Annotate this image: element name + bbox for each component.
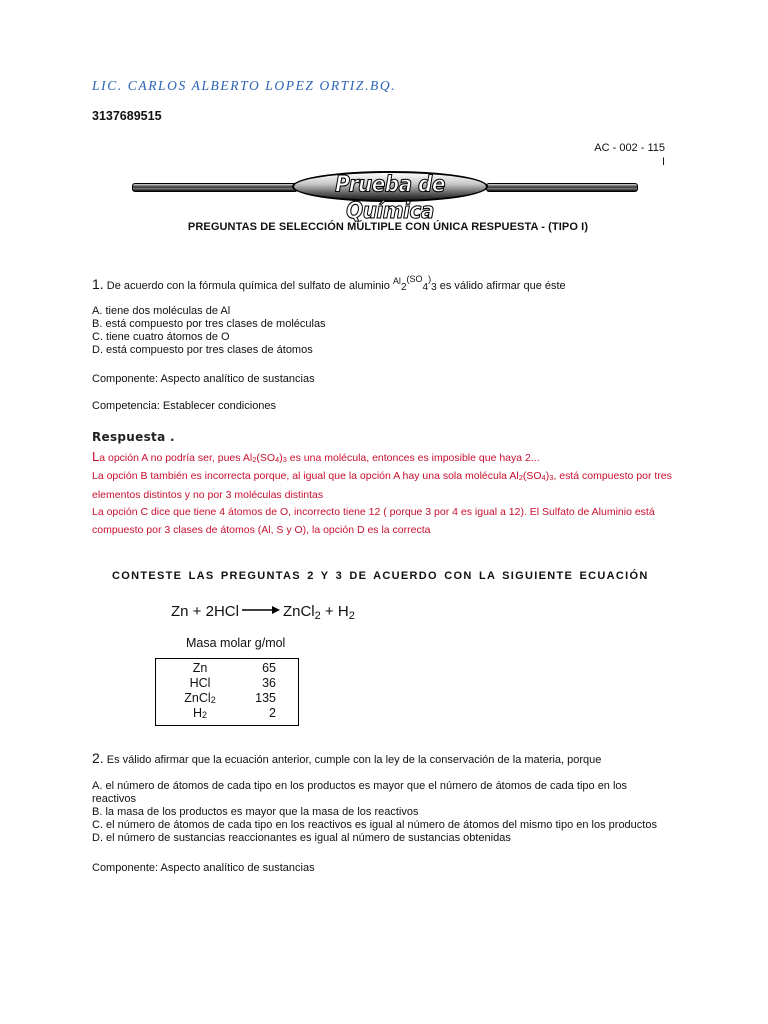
formula-so: (SO bbox=[406, 274, 423, 284]
equation-reactants: Zn + 2HCl bbox=[171, 603, 239, 620]
compound-mass: 2 bbox=[269, 706, 276, 720]
formula-close: ) bbox=[428, 274, 432, 284]
answer-paragraph-2 bbox=[92, 468, 672, 504]
molar-mass-table bbox=[155, 658, 299, 726]
option-d: D. el número de sustancias reaccionantes es igual al número de sustancias obtenidas bbox=[92, 832, 511, 844]
banner-right-bar bbox=[486, 183, 638, 192]
subscript: 2 bbox=[518, 473, 523, 483]
subscript: 2 bbox=[252, 455, 257, 464]
answer-text: ) bbox=[545, 470, 550, 483]
formula-sub-4: 4 bbox=[422, 282, 429, 293]
question-number: 1. bbox=[92, 276, 104, 292]
section-heading: PREGUNTAS DE SELECCIÓN MÚLTIPLE CON ÚNICA RESPUESTA - (TIPO I) bbox=[187, 221, 589, 233]
compound-name: ZnCl$_2$ bbox=[184, 691, 216, 705]
question-1 bbox=[92, 274, 566, 293]
answer-paragraph-3: La opción C dice que tiene 4 átomos de O, incorrecto tiene 12 ( porque 3 por 4 es igual a 12). El Sulfato de Aluminio está compuesto por 3 clases de átomos (Al, S y O), la opción D es la correcta bbox=[92, 506, 655, 536]
subscript: 4 bbox=[541, 473, 546, 483]
equation-product-2-sub: 2 bbox=[348, 610, 355, 622]
question-1-options bbox=[92, 305, 326, 357]
phone-number: 3137689515 bbox=[92, 109, 162, 123]
formula-sub-2: 2 bbox=[400, 282, 407, 293]
table-row bbox=[156, 661, 298, 676]
question-text: De acuerdo con la fórmula química del sulfato de aluminio bbox=[106, 280, 390, 292]
compound-mass: 65 bbox=[262, 661, 276, 675]
formula-al: Al bbox=[392, 276, 401, 286]
compound-mass: 36 bbox=[262, 676, 276, 690]
author-name: LIC. CARLOS ALBERTO LOPEZ ORTIZ.BQ. bbox=[92, 78, 397, 93]
answer-text: ) bbox=[279, 452, 283, 464]
equation-plus: + H bbox=[320, 603, 349, 620]
table-row bbox=[156, 706, 298, 721]
answer-text: es una molécula, entonces es imposible que haya 2... bbox=[286, 452, 540, 464]
document-code-line2: I bbox=[661, 156, 665, 168]
option-c: C. el número de átomos de cada tipo en los reactivos es igual al número de átomos del mismo tipo en los productos bbox=[92, 819, 657, 831]
answer-text: a opción A no podría ser, pues Al bbox=[99, 452, 253, 464]
chemical-equation bbox=[171, 603, 355, 622]
compound-mass: 135 bbox=[255, 691, 276, 705]
drop-letter: L bbox=[92, 449, 100, 464]
banner-left-bar bbox=[132, 183, 298, 192]
option-a-continuation: reactivos bbox=[92, 793, 137, 805]
document-code bbox=[594, 141, 665, 169]
answer-text: La opción B también es incorrecta porque, al igual que la opción A hay una sola molécula Al bbox=[92, 470, 519, 483]
document-code-line1: AC - 002 - 115 bbox=[594, 142, 665, 154]
compound-name: Zn bbox=[192, 661, 208, 675]
answer-explanation bbox=[92, 448, 672, 539]
subscript: 4 bbox=[275, 455, 280, 464]
question-1-competencia: Competencia: Establecer condiciones bbox=[92, 400, 277, 412]
equation-product-1: ZnCl bbox=[282, 603, 315, 620]
question-1-componente: Componente: Aspecto analítico de sustancias bbox=[92, 373, 315, 385]
option-c: C. tiene cuatro átomos de O bbox=[92, 331, 230, 343]
instruction-heading: CONTESTE LAS PREGUNTAS 2 Y 3 DE ACUERDO CON LA SIGUIENTE ECUACIÓN bbox=[112, 570, 649, 582]
option-a: A. tiene dos moléculas de Al bbox=[92, 305, 231, 317]
compound-name: HCl bbox=[189, 676, 211, 690]
subscript: 3 bbox=[549, 473, 554, 483]
answer-text: (SO bbox=[256, 452, 276, 464]
title-banner bbox=[0, 168, 768, 224]
answer-text: , está compuesto por tres elementos distintos y no por 3 moléculas distintas bbox=[92, 470, 672, 501]
question-2 bbox=[92, 750, 601, 766]
option-b: B. la masa de los productos es mayor que la masa de los reactivos bbox=[92, 806, 419, 818]
answer-paragraph-1 bbox=[92, 448, 672, 468]
table-row bbox=[156, 676, 298, 691]
reaction-arrow-icon bbox=[241, 604, 281, 616]
question-2-options bbox=[92, 780, 657, 845]
equation-product-1-sub: 2 bbox=[314, 610, 321, 622]
banner-title: Prueba de Química bbox=[335, 170, 445, 224]
question-2-componente: Componente: Aspecto analítico de sustancias bbox=[92, 862, 315, 874]
answer-title: Respuesta . bbox=[92, 430, 175, 444]
formula-sub-3: 3 bbox=[431, 282, 437, 293]
question-tail: es válido afirmar que éste bbox=[439, 280, 566, 292]
option-b: B. está compuesto por tres clases de moléculas bbox=[92, 318, 326, 330]
option-d: D. está compuesto por tres clases de átomos bbox=[92, 344, 313, 356]
chemical-formula bbox=[392, 274, 437, 293]
question-text: Es válido afirmar que la ecuación anterior, cumple con la ley de la conservación de la materia, porque bbox=[106, 754, 602, 766]
option-a: A. el número de átomos de cada tipo en los productos es mayor que el número de átomos de cada tipo en los bbox=[92, 780, 628, 792]
compound-name: $H_2$ bbox=[192, 706, 208, 720]
table-row bbox=[156, 691, 298, 706]
question-number: 2. bbox=[92, 750, 104, 766]
answer-text: (SO bbox=[522, 470, 542, 483]
molar-mass-title: Masa molar g/mol bbox=[186, 636, 286, 650]
subscript: 3 bbox=[282, 455, 287, 464]
